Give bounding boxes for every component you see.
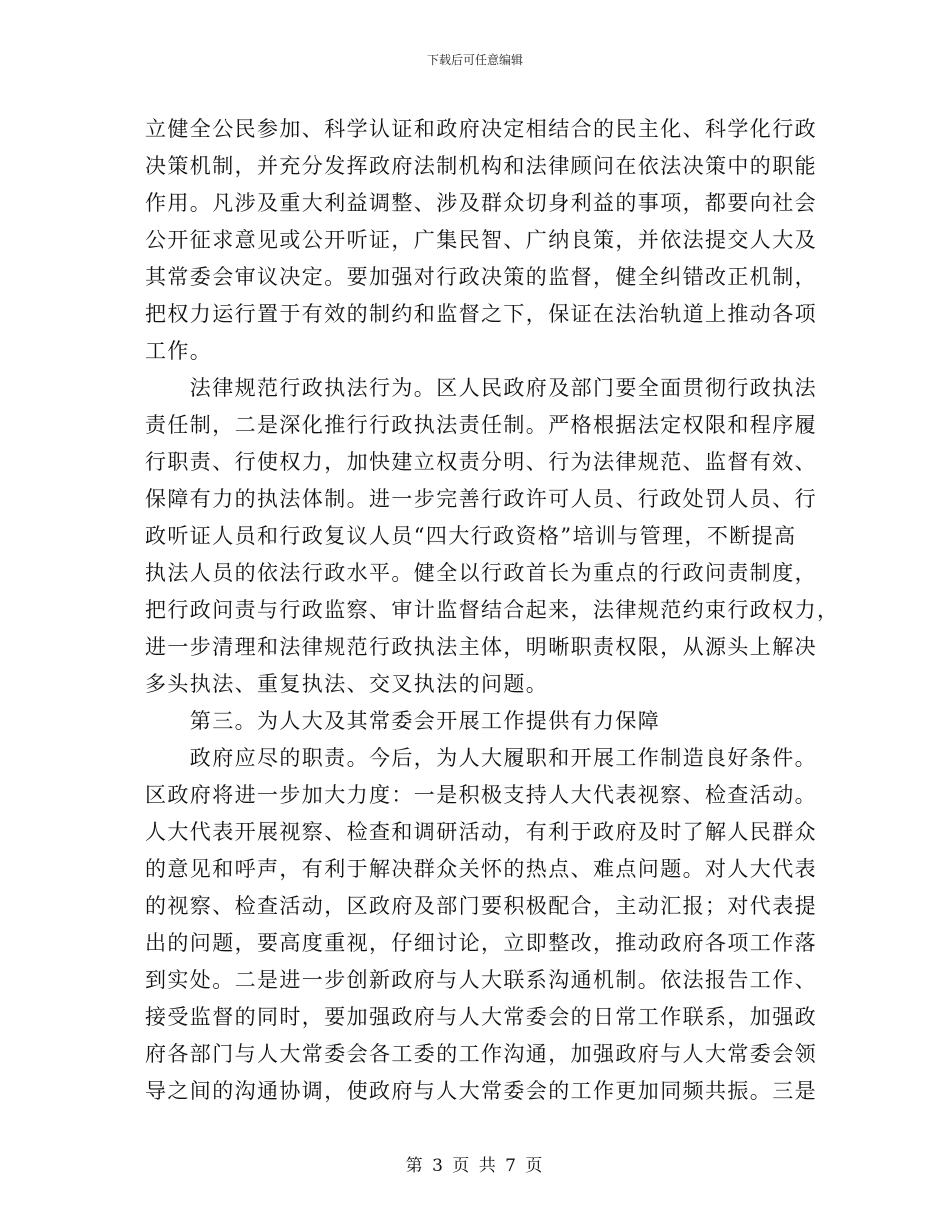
section-heading: 第三。为人大及其常委会开展工作提供有力保障 xyxy=(145,709,661,733)
text-line: 人大代表开展视察、检查和调研活动，有利于政府及时了解人民群众 xyxy=(145,820,817,844)
text-line: 政府应尽的职责。今后，为人大履职和开展工作制造良好条件。 xyxy=(145,746,817,770)
text-line: 立健全公民参加、科学认证和政府决定相结合的民主化、科学化行政 xyxy=(145,117,817,141)
text-line: 法律规范行政执法行为。区人民政府及部门要全面贯彻行政执法 xyxy=(145,376,817,400)
text-line: 其常委会审议决定。要加强对行政决策的监督，健全纠错改正机制， xyxy=(145,265,817,289)
text-line: 公开征求意见或公开听证，广集民智、广纳良策，并依法提交人大及 xyxy=(145,228,817,252)
page-footer: 第 3 页 共 7 页 xyxy=(405,1156,545,1176)
text-line: 的意见和呼声，有利于解决群众关怀的热点、难点问题。对人大代表 xyxy=(145,857,817,881)
text-line: 作用。凡涉及重大利益调整、涉及群众切身利益的事项，都要向社会 xyxy=(145,191,817,215)
text-line: 府各部门与人大常委会各工委的工作沟通，加强政府与人大常委会领 xyxy=(145,1042,817,1066)
text-line: 到实处。二是进一步创新政府与人大联系沟通机制。依法报告工作、 xyxy=(145,968,817,992)
text-line: 工作。 xyxy=(145,339,213,363)
text-line: 执法人员的依法行政水平。健全以行政首长为重点的行政问责制度， xyxy=(145,561,817,585)
text-line: 接受监督的同时，要加强政府与人大常委会的日常工作联系，加强政 xyxy=(145,1005,817,1029)
text-line: 出的问题，要高度重视，仔细讨论，立即整改，推动政府各项工作落 xyxy=(145,931,817,955)
text-line: 多头执法、重复执法、交叉执法的问题。 xyxy=(145,672,549,696)
text-line: 行职责、行使权力，加快建立权责分明、行为法律规范、监督有效、 xyxy=(145,450,817,474)
text-line: 把权力运行置于有效的制约和监督之下，保证在法治轨道上推动各项 xyxy=(145,302,817,326)
page-header: 下载后可任意编辑 xyxy=(426,53,523,67)
text-line: 区政府将进一步加大力度：一是积极支持人大代表视察、检查活动。 xyxy=(145,783,817,807)
text-line: 保障有力的执法体制。进一步完善行政许可人员、行政处罚人员、行 xyxy=(145,487,817,511)
text-line: 把行政问责与行政监察、审计监督结合起来，法律规范约束行政权力， xyxy=(145,598,840,622)
text-line: 的视察、检查活动，区政府及部门要积极配合，主动汇报；对代表提 xyxy=(145,894,817,918)
text-line: 导之间的沟通协调，使政府与人大常委会的工作更加同频共振。三是 xyxy=(145,1079,817,1103)
text-line: 进一步清理和法律规范行政执法主体，明晰职责权限，从源头上解决 xyxy=(145,635,817,659)
text-line: 决策机制，并充分发挥政府法制机构和法律顾问在依法决策中的职能 xyxy=(145,154,817,178)
text-line: 政听证人员和行政复议人员“四大行政资格”培训与管理，不断提高 xyxy=(145,524,797,548)
text-line: 责任制，二是深化推行行政执法责任制。严格根据法定权限和程序履 xyxy=(145,413,817,437)
